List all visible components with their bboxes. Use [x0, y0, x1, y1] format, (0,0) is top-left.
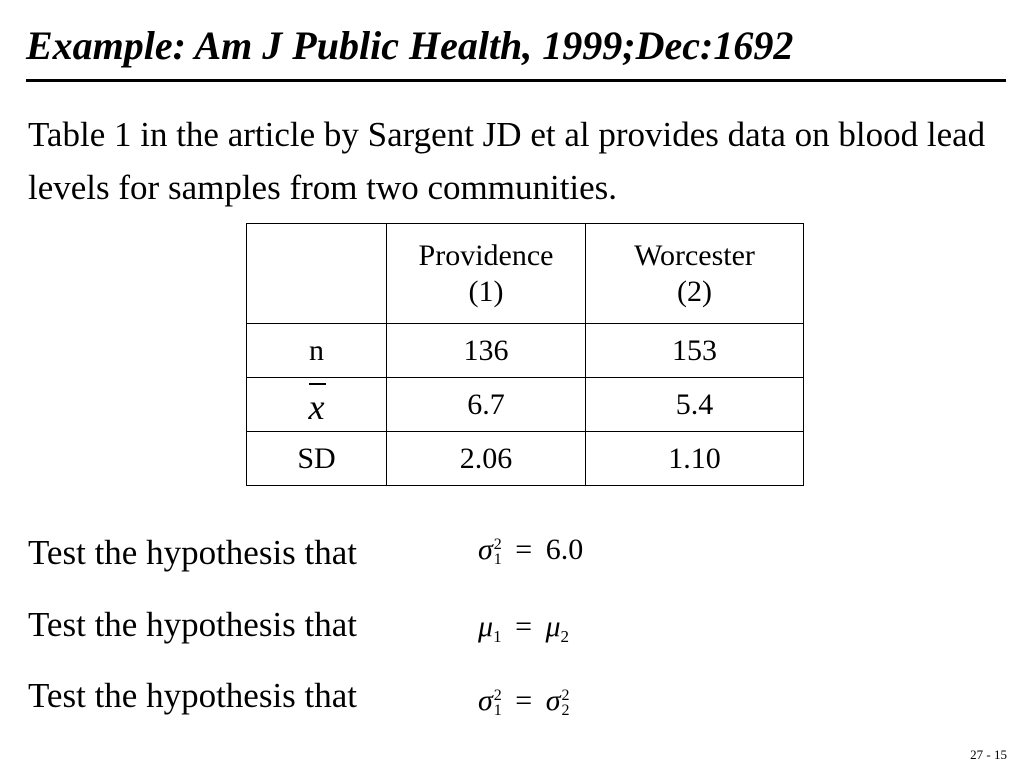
- table-row-mean: [247, 378, 804, 432]
- header-providence-index: (1): [468, 274, 504, 308]
- table-header-row: [247, 224, 804, 324]
- header-empty-cell: [247, 224, 387, 324]
- hypothesis-2-formula: [478, 609, 569, 655]
- hypothesis-2-text: Test the hypothesis that: [28, 605, 358, 644]
- hypothesis-3-text: Test the hypothesis that: [28, 676, 358, 715]
- formula-value: 6.0: [545, 533, 584, 566]
- row-label-sd: SD: [247, 432, 387, 486]
- header-worcester: [586, 224, 804, 324]
- equals-sign: =: [515, 684, 533, 717]
- cell-sd-worcester: 1.10: [586, 432, 804, 486]
- hypothesis-1-formula: [478, 532, 583, 568]
- title-underline: [26, 79, 1006, 82]
- page-number: 27 - 15: [970, 747, 1007, 762]
- sup-sub: [494, 688, 502, 718]
- cell-n-worcester: 153: [586, 324, 804, 378]
- subscript: 2: [561, 702, 570, 720]
- sigma-symbol: σ: [478, 533, 493, 566]
- x-bar-symbol: x: [309, 381, 325, 425]
- header-worcester-index: (2): [677, 274, 712, 308]
- sup-sub: [562, 688, 570, 718]
- equals-sign: =: [515, 533, 533, 566]
- subscript: 1: [493, 627, 502, 646]
- cell-sd-providence: 2.06: [387, 432, 586, 486]
- table-row-sd: [247, 432, 804, 486]
- sigma-symbol: σ: [478, 684, 493, 717]
- header-providence-name: Providence: [418, 238, 554, 272]
- row-label-mean: [247, 378, 387, 432]
- sup-sub: [494, 537, 502, 567]
- equals-sign: =: [515, 610, 532, 643]
- blood-lead-table: [246, 223, 804, 486]
- cell-n-providence: 136: [387, 324, 586, 378]
- superscript: 2: [493, 536, 502, 554]
- intro-text: Table 1 in the article by Sargent JD et al provides data on blood lead levels for samples from two communities.: [28, 115, 986, 207]
- cell-mean-providence: 6.7: [387, 378, 586, 432]
- subscript: 2: [560, 627, 570, 646]
- subscript: 1: [493, 551, 502, 569]
- mu-symbol: μ: [478, 610, 494, 643]
- sigma-symbol: σ: [545, 684, 561, 717]
- hypothesis-3-formula: [478, 683, 570, 719]
- subscript: 1: [493, 702, 502, 720]
- hypothesis-1-text: Test the hypothesis that: [28, 533, 358, 572]
- superscript: 2: [493, 687, 502, 705]
- row-label-n: n: [247, 324, 387, 378]
- header-providence: [387, 224, 586, 324]
- slide-title: Example: Am J Public Health, 1999;Dec:1692: [26, 23, 794, 68]
- cell-mean-worcester: 5.4: [586, 378, 804, 432]
- header-worcester-name: Worcester: [634, 238, 755, 272]
- mu-symbol: μ: [545, 610, 561, 643]
- table-row-n: [247, 324, 804, 378]
- superscript: 2: [561, 687, 570, 705]
